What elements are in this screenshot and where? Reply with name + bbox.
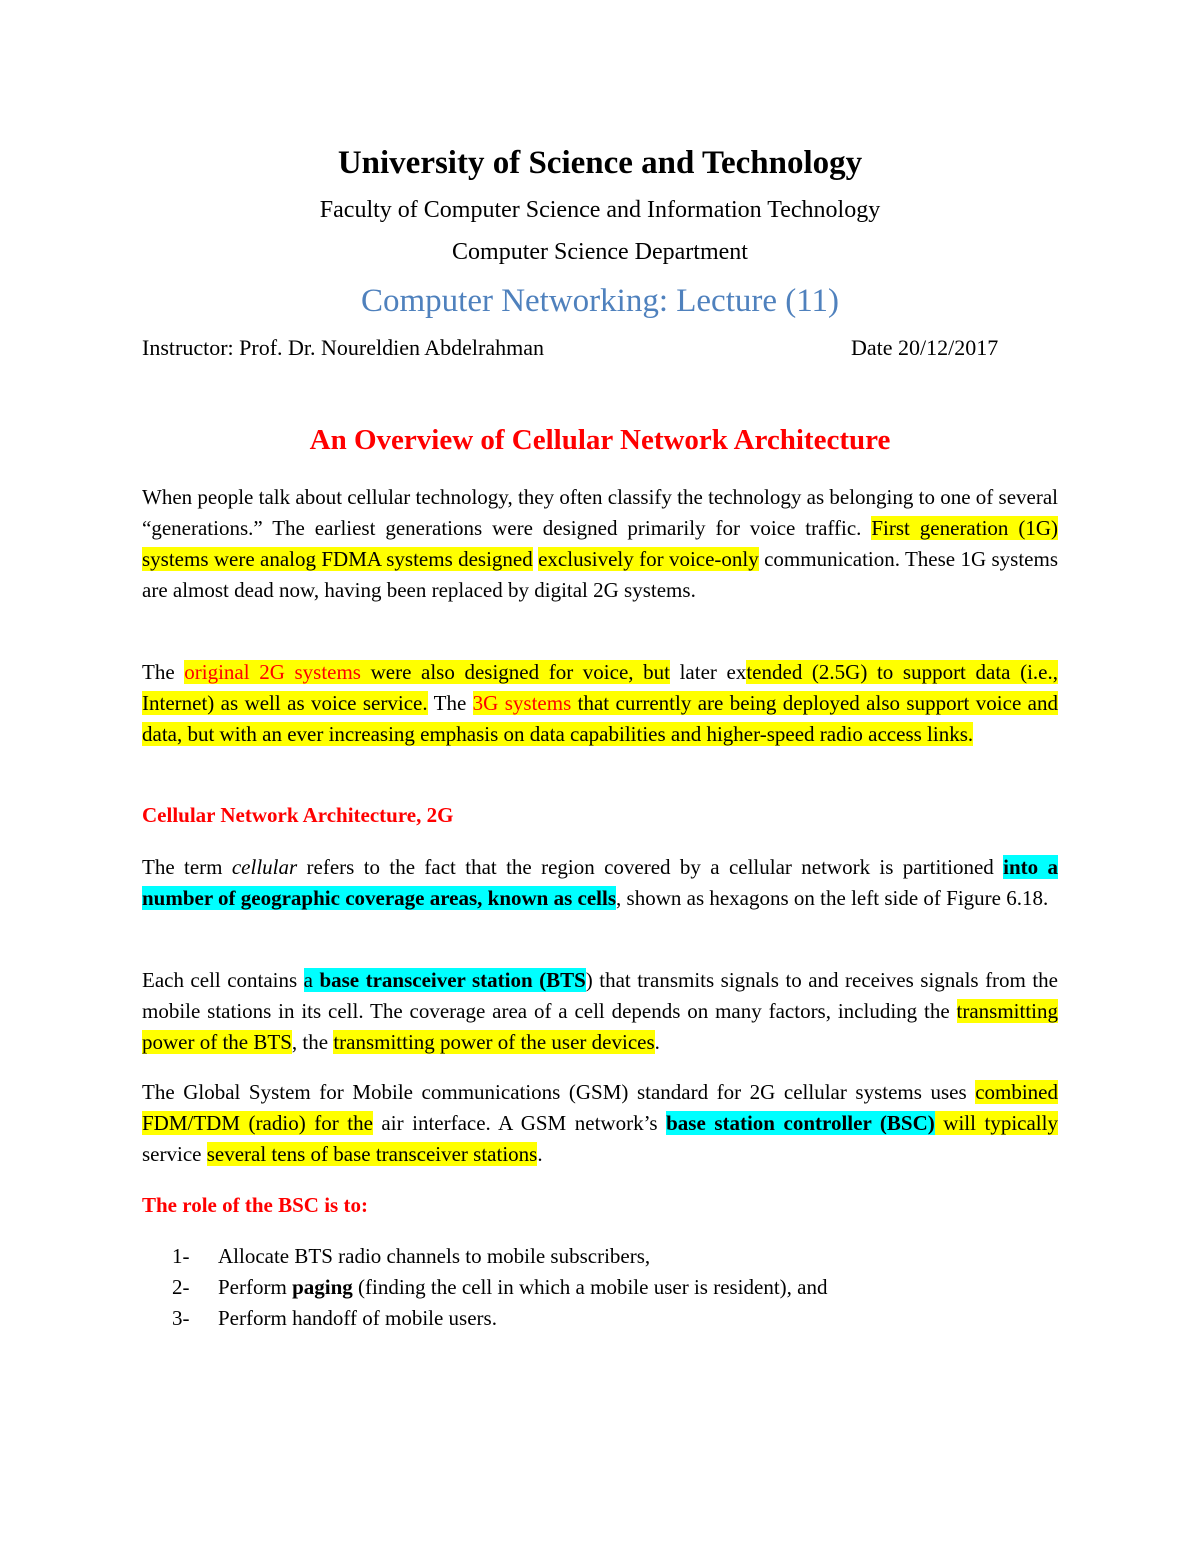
paragraph-generations [142,482,1058,606]
lecture-title: Computer Networking: Lecture (11) [360,283,840,319]
text: The Global System for Mobile communications (GSM) standard for 2G cellular systems uses [142,1080,976,1104]
bsc-role-list [172,1241,828,1334]
italic-cellular: cellular [231,855,298,879]
document-title: An Overview of Cellular Network Architecture [309,424,891,456]
text: ) that transmits signals to and receives signals from the mobile stations in its cell. The coverage area of a cell depends on many factors, including the [142,968,1059,1023]
department-name: Computer Science Department [452,239,748,265]
highlight-device-power: transmitting power of the user devices [333,1030,655,1054]
text: , shown as hexagons on the left side of Figure 6.18. [616,886,1049,910]
list-item [172,1303,828,1334]
paragraph-2g-3g [142,657,1058,750]
highlight-fdm-tdm: combined FDM/TDM (radio) for the [142,1080,1058,1135]
paragraph-cellular [142,852,1058,914]
highlight-bts-power: transmitting power of the BTS [142,999,1058,1054]
highlight-voice: were also designed for voice, but [360,660,670,684]
list-number: 1- [172,1244,190,1268]
text: The term [142,855,232,879]
highlight-3g-text: that currently are being deployed also support voice and data, but with an ever increasing emphasis on data capabilities and higher-speed radio access links. [142,691,1058,746]
text: . [537,1142,543,1166]
paragraph-bts [142,965,1058,1058]
text: The [427,691,473,715]
section-heading-architecture: Cellular Network Architecture, 2G [142,803,454,827]
text: refers to the fact that the region covered by a cellular network is partitioned [297,855,1004,879]
text: , the [291,1030,334,1054]
text: Each cell contains [142,968,304,992]
highlight-bts: base transceiver station (BTS [319,968,586,992]
university-name: University of Science and Technology [337,145,863,181]
section-heading-bsc-role: The role of the BSC is to: [142,1193,368,1217]
instructor-line: Instructor: Prof. Dr. Noureldien Abdelrahman [142,335,545,360]
highlight-original-2g: original 2G systems [184,660,361,684]
text: service [142,1142,207,1166]
highlight-tens-bts: several tens of base transceiver stations [206,1142,538,1166]
highlight-3g: 3G systems [472,691,572,715]
text: later ex [669,660,747,684]
list-number: 3- [172,1306,190,1330]
faculty-name: Faculty of Computer Science and Information Technology [319,197,881,223]
list-text: Perform [218,1275,293,1299]
list-text: Perform handoff of mobile users. [218,1306,497,1330]
list-number: 2- [172,1275,190,1299]
highlight-2-5g: tended (2.5G) to support data (i.e., Internet) as well as voice service. [142,660,1058,715]
highlight-a: a [303,968,320,992]
highlight-1g: First generation (1G) systems were analog FDMA systems designed [142,516,1058,571]
text: air interface. A GSM network’s [372,1111,667,1135]
paragraph-gsm [142,1077,1058,1170]
highlight-typically: will typically [934,1111,1058,1135]
text: When people talk about cellular technology, they often classify the technology as belonging to one of several “generations.” The earliest generations were designed primarily for voice traffic. [142,485,1058,540]
list-text: (finding the cell in which a mobile user is resident), and [352,1275,828,1299]
list-text: Allocate BTS radio channels to mobile subscribers, [218,1244,651,1268]
highlight-bsc: base station controller (BSC) [666,1111,935,1135]
date-line: Date 20/12/2017 [851,335,999,360]
list-item [172,1241,828,1272]
list-bold-paging: paging [292,1275,353,1299]
text: communication. These 1G systems are almost dead now, having been replaced by digital 2G systems. [142,547,1058,602]
highlight-voice-only: exclusively for voice-only [538,547,759,571]
text: The [142,660,185,684]
list-item [172,1272,828,1303]
text: . [654,1030,660,1054]
highlight-cells: into a number of geographic coverage areas, known as cells [142,855,1059,910]
